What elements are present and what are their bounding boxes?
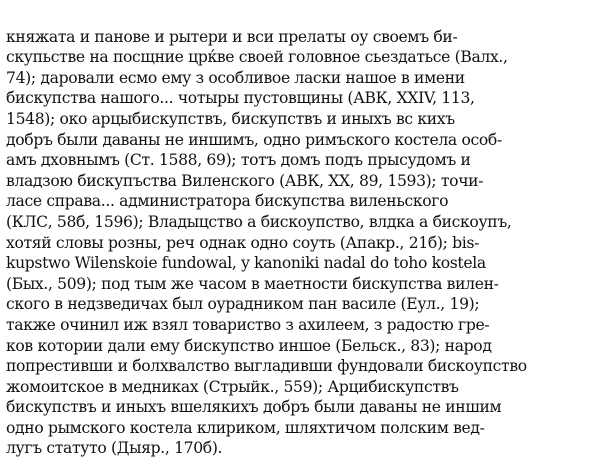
- entry-line-6: 1548); око арцыбискупствъ, бискупствъ и иныхъ вс кихъ: [6, 109, 455, 128]
- entry-line-20: бискупствъ и иныхъ вшелякихъ добръ были даваны не иншим: [6, 398, 502, 417]
- entry-line-16: также очинил иж взял товариство з ахилеем, з радостю гре-: [6, 315, 490, 334]
- entry-line-11: (КЛС, 58б, 1596); Владыцство а бискоупство, влдка а бискоупъ,: [6, 212, 512, 231]
- entry-line-15: ского в недзведичах был оурадником пан василе (Еул., 19);: [6, 295, 480, 314]
- entry-line-12: хотяй словы розны, реч однак одно соуть (Апакр., 21б); bis-: [6, 233, 480, 252]
- entry-line-19: жомоитское в медниках (Стрыйк., 559); Арцибискупствъ: [6, 377, 459, 396]
- entry-line-13: kupstwo Wilenskoie fundowal, y kanoniki nadal do toho kostela: [6, 254, 486, 273]
- entry-line-3: скупьстве на посщние црќве своей головное сьездатьсе (Валх.,: [6, 48, 508, 67]
- entry-line: [6, 6, 595, 27]
- entry-line-22: лугъ статуто (Дыяр., 170б).: [6, 439, 223, 458]
- entry-line-9: владзою бискупъства Виленского (АВК, XX, 89, 1593); точи-: [6, 171, 484, 190]
- entry-line-7: добръ были даваны не иншимъ, одно римъского костела особ-: [6, 130, 502, 149]
- entry-line-4: 74); даровали есмо ему з особливое ласки нашое в имени: [6, 68, 465, 87]
- entry-line-2: княжата и панове и рытери и вси прелаты оу своемъ би-: [6, 27, 458, 46]
- entry-line-5: бискупства нашого... чотыры пустовщины (АВК, XXIV, 113,: [6, 89, 475, 108]
- entry-line-18: попрестивши и болхвалство выгладивши фундовали бискоупство: [6, 357, 527, 376]
- entry-line-21: одно рымского костела клириком, шляхтичом полским вед-: [6, 418, 485, 437]
- entry-line-17: ков котории дали ему бискупство иншое (Бельск., 83); народ: [6, 336, 492, 355]
- entry-line-8: амъ дховнымъ (Ст. 1588, 69); тотъ домъ подъ прысудомъ и: [6, 151, 471, 170]
- entry-line-10: ласе справа... администратора бискупства виленьского: [6, 192, 449, 211]
- entry-line-14: (Бых., 509); под тым же часом в маетности бискупства вилен-: [6, 274, 499, 293]
